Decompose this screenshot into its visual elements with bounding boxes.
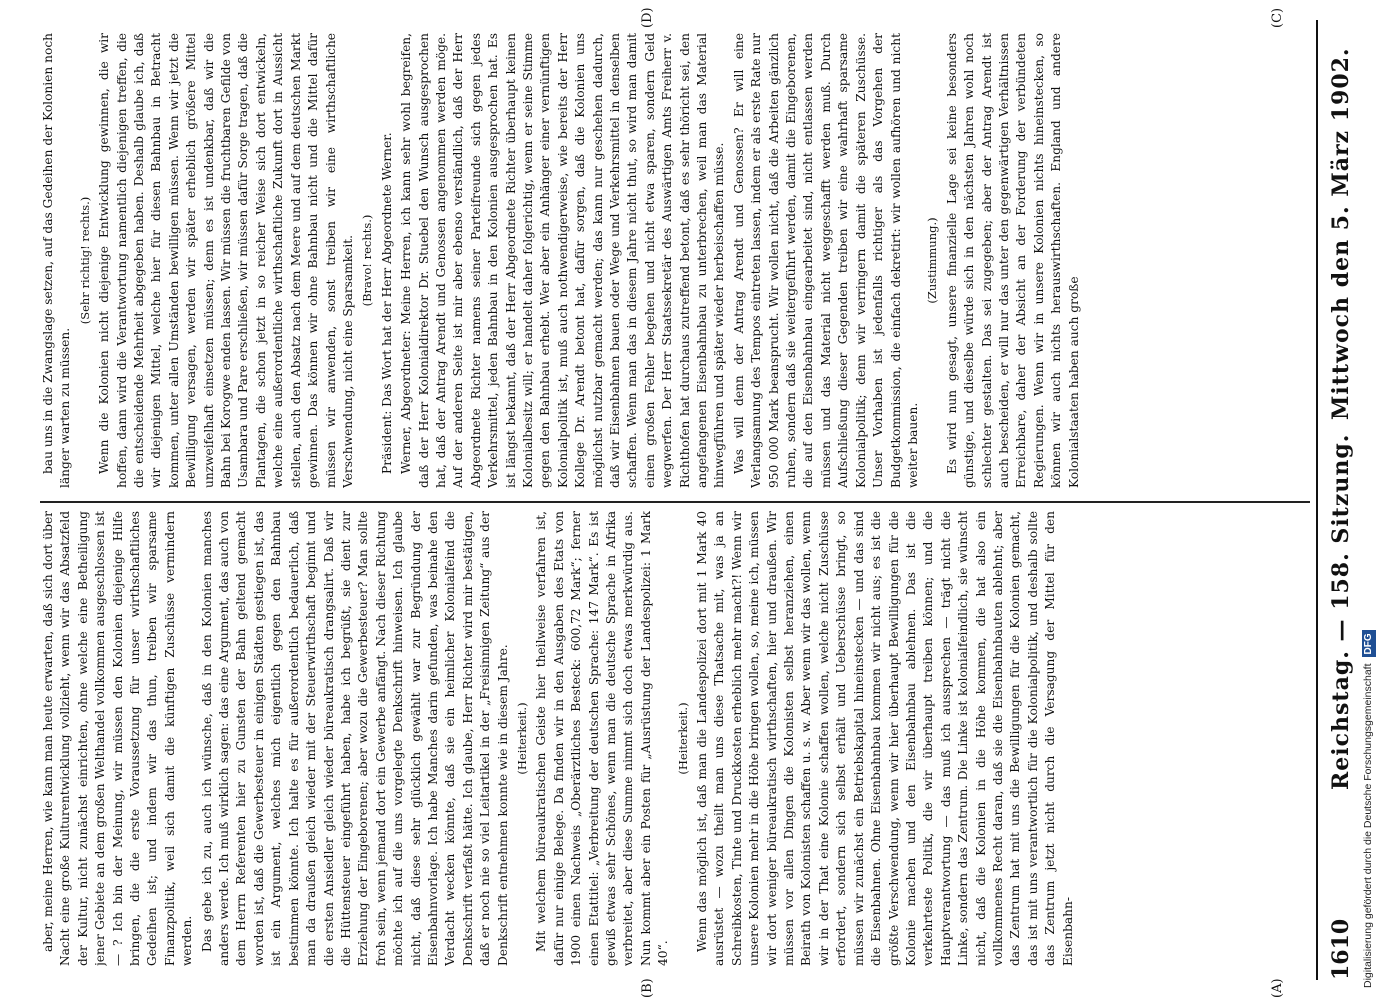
paragraph: aber, meine Herren, wie kann man heute erwarten, daß sich dort über Nacht eine große Kulturentwicklung vollzieht, wenn wir das Absatzfeld der Kultur, nicht zunächst einrichten, ohne welche eine Betheiligung jener Gebiete an dem großen Welthandel vollkommen ausgeschlossen ist — ? Ich bin der Meinung, wir müssen den Kolonien diejenige Hilfe bringen, die die erste Voraussetzung für unser wirthschaftliches Gedeihen ist; und indem wir das thun, treiben wir sparsame Finanzpolitik, weil sich damit die künftigen Zuschüsse vermindern werden. (41, 511, 195, 966)
paragraph: Es wird nun gesagt, unsere finanzielle Lage sei keine besonders günstige, und dieselbe würde sich in den nächsten Jahren wohl noch schlechter gestalten. Das sei zugegeben; aber der Antrag Arendt ist auch bescheiden, er will nur das unter den gegenwärtigen Verhältnissen Erreichbare, daher der Absicht an der Forderung der verbündeten Regierungen. Wenn wir in unsere Kolonien nichts hineinstecken, so können wir auch nichts herauswirthschaften. England und andere Kolonialstaaten haben auch große (944, 33, 1081, 488)
paragraph: (Heiterkeit.) (514, 702, 529, 775)
paragraph: Wenn das möglich ist, daß man die Landespolizei dort mit 1 Mark 40 ausrüstet — wozu theilt man uns diese Thatsache mit, was ja an Schreibkosten, Tinte und Druckkosten erheblich mehr macht?! Wenn wir unsere Kolonien mehr in die Höhe bringen wollen, so, meine ich, müssen wir dort weniger büreaukratisch wirthschaften, hier und draußen. Wir müssen vor allen Dingen die Kolonisten selbst heranziehen, einen Beirath von Kolonisten schaffen u. s. w. Aber wenn wir das wollen, wenn wir in der That eine Kolonie schaffen wollen, welche nicht Zuschüsse erfordert, sondern sich selbst erhält und Ueberschüsse bringt, so müssen wir zunächst ein Betriebskapital hineinstecken — und das sind die Eisenbahnen. Ohne Eisenbahnbau kommen wir nicht aus; es ist die größte Verschwendung, wenn wir hier überhaupt Bewilligungen für die Kolonie machen und den Eisenbahnbau ablehnen. Das ist die verkehrteste Politik, die wir überhaupt treiben können; und die Hauptverantwortung — das muß ich aussprechen — trägt nicht die Linke, sondern das Zentrum. Die Linke ist kolonialfeindlich, sie wünscht nicht, daß die Kolonien in die Höhe kommen, die hat also ein vollkommenes Recht daran, daß sie die Eisenbahnbauten ablehnt; aber das Zentrum hat mit uns die Bewilligungen für die Kolonien gemacht, das ist mit uns verantwortlich für die Kolonialpolitik, und deshalb sollte das Zentrum jetzt nicht durch die Versagung der Mittel für den Eisenbahn- (695, 511, 1075, 966)
paragraph: Präsident: Das Wort hat der Herr Abgeordnete Werner. (379, 132, 394, 474)
margin-marker-a: (A) (1270, 978, 1285, 998)
credit-text: Digitalisierung gefördert durch die Deutsche Forschungsgemeinschaft (1362, 663, 1374, 988)
margin-marker-c: (C) (1270, 7, 1285, 28)
paragraph: (Sehr richtig! rechts.) (77, 196, 92, 325)
paragraph: bau uns in die Zwangslage setzen, auf das Gedeihen der Kolonien noch länger warten zu müssen. (41, 33, 73, 488)
right-text-column (40, 33, 1310, 488)
page-number: 1610 (1328, 918, 1354, 980)
header-rule (1316, 20, 1318, 980)
paragraph: Das gebe ich zu, auch ich wünsche, daß in den Kolonien manches anders werde. Ich muß wirklich sagen: das eine Argument, das auch von dem Herrn Referenten hier zu Gunsten der Bahn geltend gemacht worden ist, daß die Gewerbesteuer in einigen Städten gestiegen ist, das ist ein Argument, welches mich eigentlich gegen den Bahnbau bestimmen könnte. Ich halte es für außerordentlich bedauerlich, daß man da draußen gleich wieder mit der Steuerwirthschaft beginnt und die ersten Ansiedler gleich wieder büreaukratisch drangsalirt. Daß wir die Hüttensteuer eingeführt haben, habe ich begrüßt, sie dient zur Erziehung der Eingeborenen; aber wozu die Gewerbesteuer? Man sollte froh sein, wenn jemand dort ein Gewerbe anfängt. Nach dieser Richtung möchte ich auf die uns vorgelegte Denkschrift hinweisen. Ich glaube nicht, daß diese sehr glücklich gewählt war zur Begründung der Eisenbahnvorlage. Ich habe Manches darin gefunden, was beinahe den Verdacht wecken könnte, daß sie ein heimlicher Kolonialfeind die Denkschrift verfaßt hätte. Ich glaube, Herr Richter wird mir bestätigen, daß er noch nie so viel Leitartikel in der „Freisinnigen Zeitung“ aus der Denkschrift entnehmen konnte wie in diesem Jahre. (199, 511, 510, 966)
margin-marker-d: (D) (640, 7, 655, 28)
digitization-credit (1357, 8, 1379, 988)
left-text-column (40, 511, 1310, 966)
margin-marker-b: (B) (640, 978, 655, 998)
paragraph: Mit welchem büreaukratischen Geiste hier theilweise verfahren ist, dafür nur einige Belege. Da finden wir in den Ausgaben des Etats von 1900 einen Nachweis „Oberärztliches Besteck: 600,72 Mark“; ferner einen Etattitel: „Verbreitung der deutschen Sprache: 147 Mark“. Es ist gewiß etwas sehr Schönes, wenn man die deutsche Sprache in Afrika verbreitet, aber diese Summe nimmt sich doch etwas merkwürdig aus. Nun kommt aber ein Posten für „Ausrüstung der Landespolizei: 1 Mark 40“. (534, 511, 671, 966)
column-separator (40, 501, 1310, 503)
paragraph: (Heiterkeit.) (675, 702, 690, 775)
session-title: Reichstag. — 158. Sitzung. (1328, 433, 1354, 790)
dfg-logo: DFG (1362, 630, 1376, 657)
paragraph: Wenn die Kolonien nicht diejenige Entwicklung gewinnen, die wir hoffen, dann wird die Verantwortung namentlich diejenigen treffen, die die entscheidende Mehrheit abgegeben haben. Deshalb glaube ich, daß wir diejenigen Mittel, welche hier für diesen Bahnbau in Betracht kommen, unter allen Umständen bewilligen müssen. Wenn wir jetzt die Bewilligung versagen, werden wir später erheblich größere Mittel unzweifelhaft einsetzen müssen; denn es ist undenkbar, daß wir die Bahn bei Korogwe enden lassen. Wir müssen die fruchtbaren Gefilde von Usambara und Pare erschließen, wir müssen dafür Sorge tragen, daß die Plantagen, die schon jetzt in so reicher Weise sich dort entwickeln, welche eine außerordentliche wirthschaftliche Zukunft dort in Aussicht stellen, auch den Absatz nach dem Meere und auf dem deutschen Markt gewinnen. Das können wir ohne Bahnbau nicht und die Mittel dafür müssen wir anwenden, sonst treiben wir eine wirthschaftliche Verschwendung, nicht eine Sparsamkeit. (97, 33, 355, 488)
session-date: Mittwoch den 5. März 1902. (1328, 47, 1354, 420)
paragraph: Werner, Abgeordneter: Meine Herren, ich kann sehr wohl begreifen, daß der Herr Kolonialdirektor Dr. Stuebel den Wunsch ausgesprochen hat, daß der Antrag Arendt und Genossen angenommen werden möge. Auf der anderen Seite ist mir aber ebenso verständlich, daß der Herr Abgeordnete Richter namens seiner Parteifreunde sich gegen jedes Verkehrsmittel, jeden Bahnbau in den Kolonien ausgesprochen hat. Es ist längst bekannt, daß der Herr Abgeordnete Richter überhaupt keinen Kolonialbesitz will; er handelt daher folgerichtig, wenn er seine Stimme gegen den Bahnbau erhebt. Wer aber ein Anhänger einer vernünftigen Kolonialpolitik ist, muß auch nothwendigerweise, wie bereits der Herr Kollege Dr. Arendt betont hat, dafür sorgen, daß die Kolonien uns möglichst nutzbar gemacht werden; das kann nur geschehen dadurch, daß wir Eisenbahnen bauen oder Wege und Verkehrsmittel in denselben schaffen. Wenn man das in diesem Jahre nicht thut, so wird man damit einen großen Fehler begehen und nicht etwa sparen, sondern Geld wegwerfen. Der Herr Staatssekretär des Auswärtigen Amts Freiherr v. Richthofen hat durchaus zutreffend betont, daß es sehr thöricht sei, den angefangenen Eisenbahnbau zu unterbrechen, weil man das Material hinwegführen und später wieder herbeischaffen müsse. (399, 33, 727, 488)
paragraph: (Zustimmung.) (925, 217, 940, 304)
paragraph: (Bravo! rechts.) (360, 214, 375, 307)
paragraph: Was will denn der Antrag Arendt und Genossen? Er will eine Verlangsamung des Tempos eintreten lassen, indem er als erste Rate nur 950 000 Mark beansprucht. Wir wollen nicht, daß die Arbeiten gänzlich ruhen, sondern daß sie weitergeführt werden, damit die Eingeborenen, die auf den Eisenbahnbau eingearbeitet sind, nicht entlassen werden müssen und das Material nicht weggeschafft werden muß. Durch Aufschließung dieser Gegenden treiben wir eine wahrhaft sparsame Kolonialpolitik; denn wir verringern damit die späteren Zuschüsse. Unser Vorhaben ist jedenfalls richtiger als das Vorgehen der Budgetkommission, die einfach dekretirt: wir wollen aufhören und nicht weiter bauen. (731, 33, 920, 488)
